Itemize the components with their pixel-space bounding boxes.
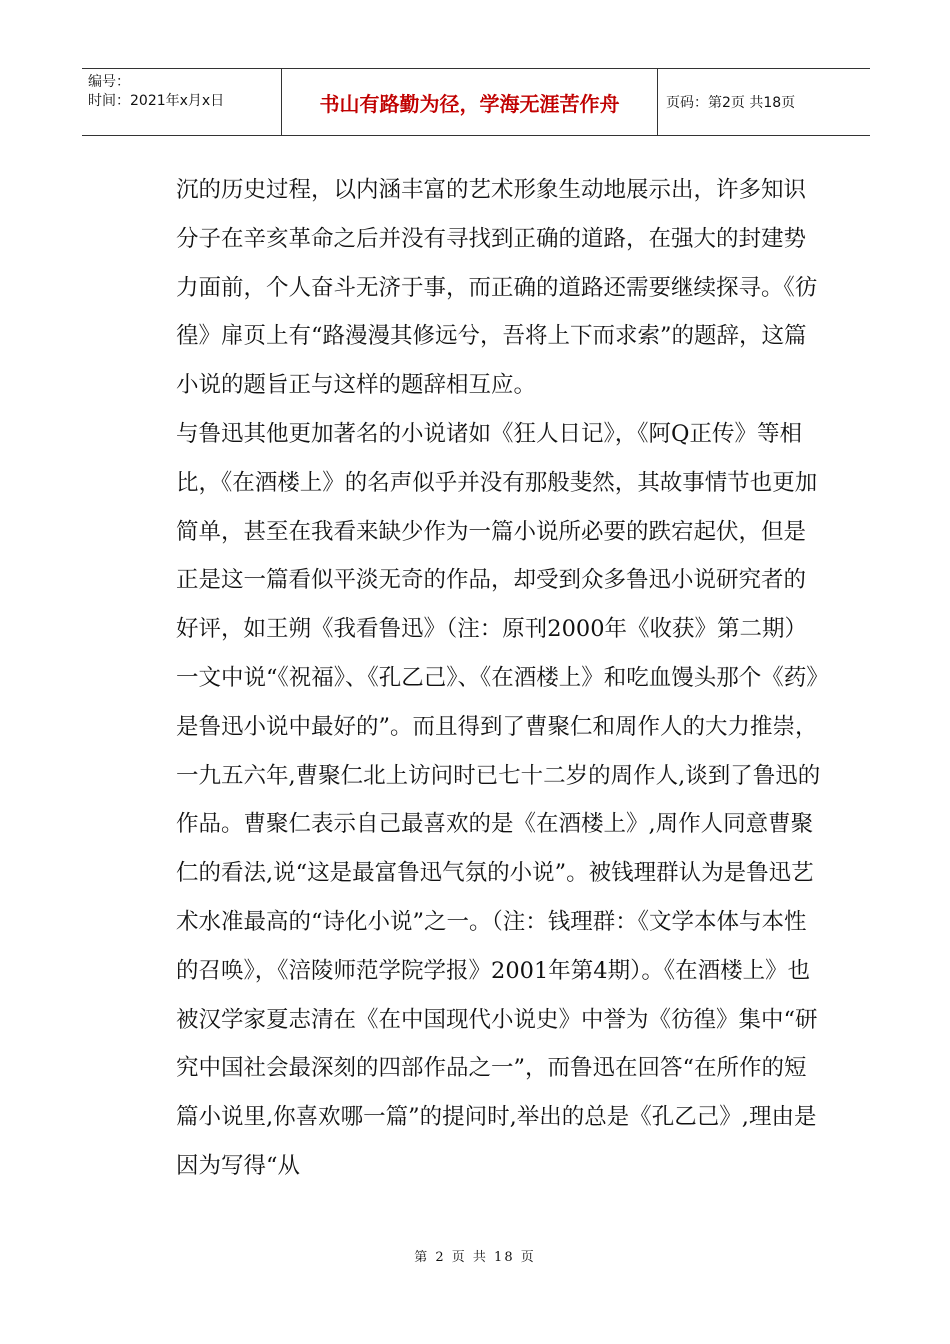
header-meta bbox=[82, 69, 282, 135]
document-body bbox=[176, 166, 826, 1191]
paragraph-1: 沉的历史过程，以内涵丰富的艺术形象生动地展示出，许多知识分子在辛亥革命之后并没有寻找到正确的道路，在强大的封建势力面前，个人奋斗无济于事，而正确的道路还需要继续探寻。《彷徨》扉页上有“路漫漫其修远兮，吾将上下而求索”的题辞，这篇小说的题旨正与这样的题辞相互应。 bbox=[176, 177, 818, 399]
page-header bbox=[82, 68, 870, 136]
document-time: 时间：2021年x月x日 bbox=[88, 93, 225, 109]
document-number-label: 编号： bbox=[88, 74, 130, 90]
page-footer: 第 2 页 共 18 页 bbox=[414, 1250, 536, 1265]
header-motto: 书山有路勤为径，学海无涯苦作舟 bbox=[282, 69, 658, 135]
header-page-info: 页码：第2页 共18页 bbox=[666, 95, 796, 111]
paragraph-2: 与鲁迅其他更加著名的小说诸如《狂人日记》，《阿Q正传》等相比，《在酒楼上》的名声似乎并没有那般斐然，其故事情节也更加简单，甚至在我看来缺少作为一篇小说所必要的跌宕起伏，但是正是这一篇看似平淡无奇的作品，却受到众多鲁迅小说研究者的好评，如王朔《我看鲁迅》（注：原刊2000年《收获》第二期）一文中说“《祝福》、《孔乙己》、《在酒楼上》和吃血馒头那个《药》是鲁迅小说中最好的”。而且得到了曹聚仁和周作人的大力推崇，一九五六年,曹聚仁北上访问时已七十二岁的周作人,谈到了鲁迅的作品。曹聚仁表示自己最喜欢的是《在酒楼上》,周作人同意曹聚仁的看法,说“这是最富鲁迅气氛的小说”。被钱理群认为是鲁迅艺术水准最高的“诗化小说”之一。（注：钱理群：《文学本体与本性的召唤》，《涪陵师范学院学报》2001年第4期）。《在酒楼上》也被汉学家夏志清在《在中国现代小说史》中誉为《彷徨》集中“研究中国社会最深刻的四部作品之一”，而鲁迅在回答“在所作的短篇小说里,你喜欢哪一篇”的提问时,举出的总是《孔乙己》,理由是因为写得“从 bbox=[176, 420, 821, 1179]
